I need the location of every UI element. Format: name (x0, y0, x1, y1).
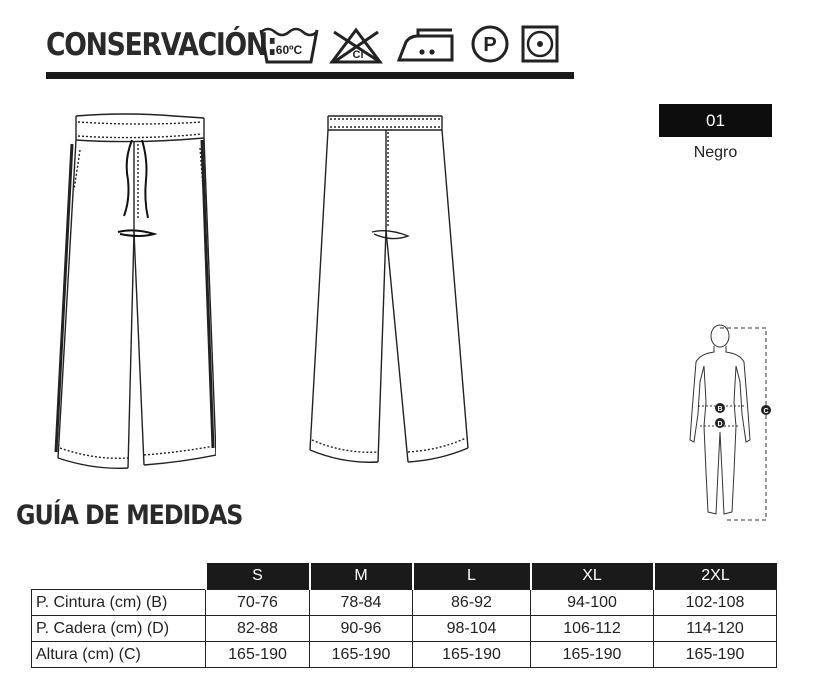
color-code-badge: 01 (659, 104, 772, 137)
table-row (32, 590, 777, 616)
table-cell: 82-88 (206, 616, 310, 642)
header-blank-cell (32, 563, 206, 590)
table-cell: 165-190 (310, 642, 413, 668)
table-cell: 86-92 (413, 590, 531, 616)
pants-front-drawing (44, 110, 216, 472)
table-cell: 90-96 (310, 616, 413, 642)
no-bleach-icon (328, 22, 384, 66)
bleach-label: Cl (352, 49, 364, 61)
table-cell: 165-190 (413, 642, 531, 668)
table-cell: 114-120 (654, 616, 777, 642)
header-divider (46, 72, 574, 79)
iron-medium-icon (396, 22, 456, 66)
table-row (32, 642, 777, 668)
hip-marker-d-label: D (717, 421, 723, 428)
size-table (31, 563, 777, 668)
table-row (32, 616, 777, 642)
row-label: Altura (cm) (C) (32, 642, 206, 668)
table-cell: 94-100 (531, 590, 654, 616)
body-measurement-figure (686, 322, 776, 526)
pants-back-drawing (300, 110, 472, 472)
size-header: S (206, 563, 310, 590)
size-header: L (413, 563, 531, 590)
row-label: P. Cadera (cm) (D) (32, 616, 206, 642)
height-marker-c-label: C (763, 408, 769, 415)
table-cell: 70-76 (206, 590, 310, 616)
wash-temperature-label: 60ºC (275, 43, 303, 57)
table-cell: 165-190 (531, 642, 654, 668)
size-header: M (310, 563, 413, 590)
table-cell: 165-190 (654, 642, 777, 668)
wash-60-icon (258, 22, 320, 66)
size-header-row (32, 563, 777, 590)
table-cell: 106-112 (531, 616, 654, 642)
care-section-title: CONSERVACIÓN: (46, 27, 277, 63)
row-label: P. Cintura (cm) (B) (32, 590, 206, 616)
table-cell: 165-190 (206, 642, 310, 668)
color-name: Negro (693, 144, 738, 161)
tumble-dry-icon (518, 22, 562, 66)
dry-clean-label: P (483, 34, 497, 56)
table-cell: 102-108 (654, 590, 777, 616)
waist-marker-b-label: B (717, 406, 723, 413)
size-header: XL (531, 563, 654, 590)
size-header: 2XL (654, 563, 777, 590)
size-guide-title: GUÍA DE MEDIDAS (16, 500, 243, 531)
table-cell: 98-104 (413, 616, 531, 642)
dry-clean-p-icon (468, 22, 512, 66)
table-cell: 78-84 (310, 590, 413, 616)
